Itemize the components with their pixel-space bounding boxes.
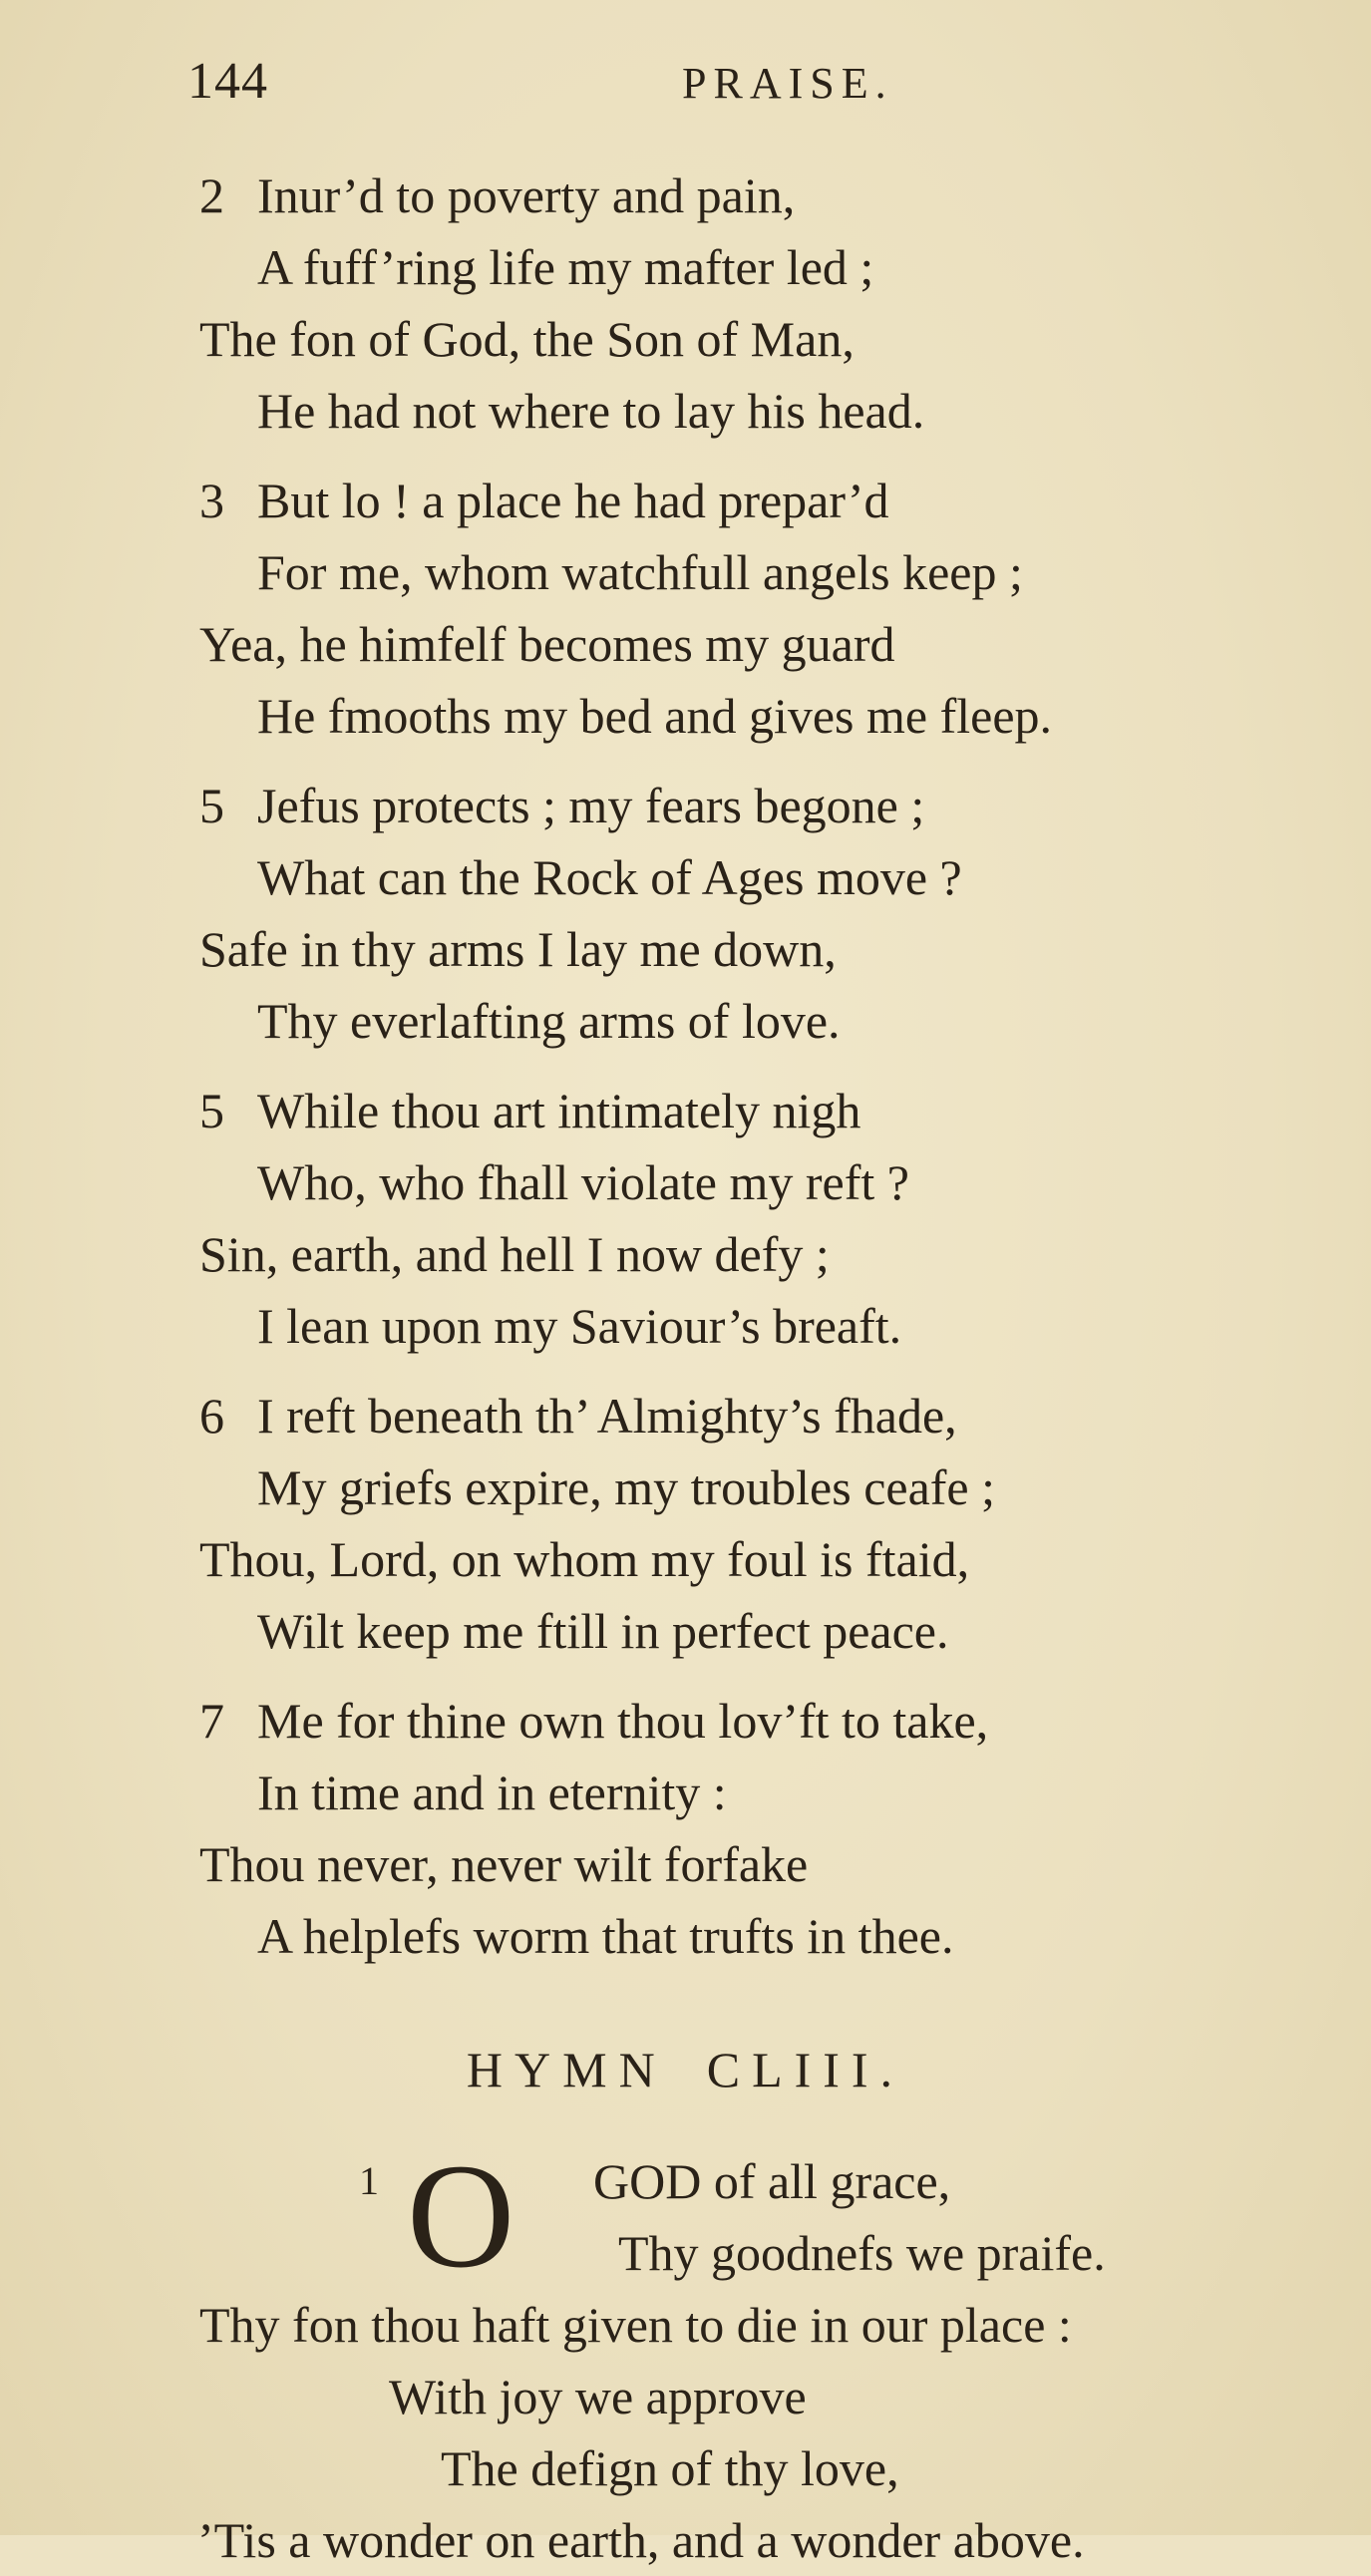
verse-2 bbox=[0, 160, 1371, 447]
hymn-line: GOD of all grace, bbox=[593, 2153, 951, 2209]
verse-line: What can the Rock of Ages move ? bbox=[257, 849, 962, 905]
verse-number: 6 bbox=[199, 1388, 224, 1444]
verse-5a bbox=[0, 770, 1371, 1057]
drop-cap: O bbox=[407, 2133, 515, 2299]
hymn-line: With joy we approve bbox=[389, 2369, 807, 2424]
page-content bbox=[0, 160, 1371, 2576]
verse-line: A fuff’ring life my mafter led ; bbox=[257, 239, 874, 295]
verse-line: Who, who fhall violate my reft ? bbox=[257, 1154, 909, 1210]
hymn-heading bbox=[0, 2034, 1371, 2105]
verse-5b bbox=[0, 1075, 1371, 1362]
verse-line: He fmooths my bed and gives me fleep. bbox=[257, 688, 1053, 744]
hymn-line: Thy fon thou haft given to die in our place : bbox=[199, 2297, 1072, 2353]
page-header bbox=[187, 52, 1185, 122]
verse-number: 3 bbox=[199, 473, 224, 528]
running-head: PRAISE. bbox=[682, 59, 893, 108]
verse-line: Yea, he himfelf becomes my guard bbox=[199, 616, 895, 672]
hymn-line: Thy goodnefs we praife. bbox=[618, 2225, 1106, 2281]
verse-line bbox=[0, 160, 1371, 231]
hymn-number: CLIII. bbox=[706, 2042, 905, 2097]
verse-3 bbox=[0, 465, 1371, 752]
verse-line bbox=[0, 1685, 1371, 1757]
verse-line: In time and in eternity : bbox=[257, 1765, 727, 1820]
verse-line-text: Jefus protects ; my fears begone ; bbox=[257, 778, 925, 833]
verse-line: The fon of God, the Son of Man, bbox=[199, 311, 855, 367]
verse-line: He had not where to lay his head. bbox=[257, 383, 925, 439]
hymn-title: HYMN bbox=[466, 2042, 667, 2097]
verse-line: Thy everlafting arms of love. bbox=[257, 993, 841, 1049]
verse-line: My griefs expire, my troubles ceafe ; bbox=[257, 1459, 996, 1515]
verse-line-text: I reft beneath th’ Almighty’s fhade, bbox=[257, 1388, 957, 1444]
hymn-line: ’Tis a wonder on earth, and a wonder above. bbox=[197, 2512, 1085, 2568]
verse-6 bbox=[0, 1380, 1371, 1667]
verse-line-text: Me for thine own thou lov’ft to take, bbox=[257, 1693, 989, 1749]
verse-line: Sin, earth, and hell I now defy ; bbox=[199, 1226, 830, 1282]
verse-number: 2 bbox=[199, 167, 224, 223]
verse-number: 7 bbox=[199, 1693, 224, 1749]
verse-line: Wilt keep me ftill in perfect peace. bbox=[257, 1603, 949, 1659]
verse-line bbox=[0, 1380, 1371, 1451]
verse-line: Thou, Lord, on whom my foul is ftaid, bbox=[199, 1531, 970, 1587]
verse-line: I lean upon my Saviour’s breaft. bbox=[257, 1298, 902, 1354]
verse-number: 1 bbox=[359, 2158, 379, 2203]
verse-line: Thou never, never wilt forfake bbox=[199, 1836, 809, 1892]
verse-line: Safe in thy arms I lay me down, bbox=[199, 921, 837, 977]
verse-line: A helplefs worm that trufts in thee. bbox=[257, 1908, 954, 1964]
verse-line: For me, whom watchfull angels keep ; bbox=[257, 544, 1023, 600]
page-number: 144 bbox=[187, 53, 268, 110]
verse-line bbox=[0, 465, 1371, 536]
verse-number: 5 bbox=[199, 1083, 224, 1138]
verse-number: 5 bbox=[199, 778, 224, 833]
verse-line bbox=[0, 1075, 1371, 1146]
hymn-line: The defign of thy love, bbox=[441, 2440, 899, 2496]
verse-line-text: Inur’d to poverty and pain, bbox=[257, 167, 796, 223]
verse-line bbox=[0, 770, 1371, 841]
verse-line-text: While thou art intimately nigh bbox=[257, 1083, 861, 1138]
verse-7 bbox=[0, 1685, 1371, 1972]
hymn-opening bbox=[0, 2133, 1371, 2299]
verse-line-text: But lo ! a place he had prepar’d bbox=[257, 473, 889, 528]
